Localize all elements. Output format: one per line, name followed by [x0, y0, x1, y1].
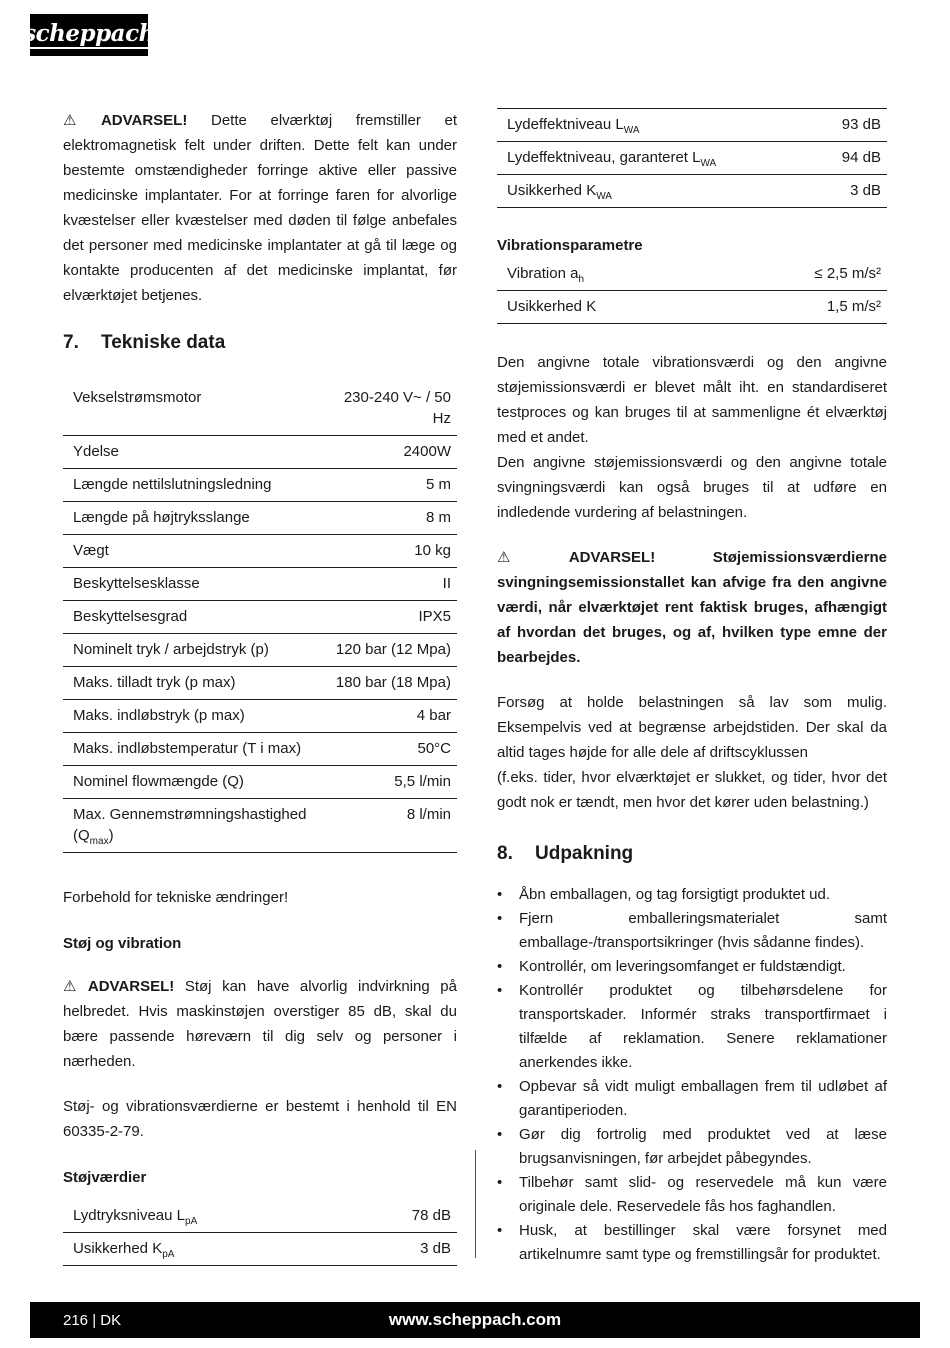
bullet-marker: •	[497, 886, 503, 903]
row-value: 120 bar (12 Mpa)	[335, 641, 451, 658]
warning-text: Støj kan have alvorlig indvirkning på helbredet. Hvis maskinstøjen overstiger 85 dB, skal du bære passende høreværn til dig selv og personer i nærheden.	[63, 978, 457, 1070]
vibration-table	[497, 258, 887, 324]
row-value: ≤ 2,5 m/s²	[814, 265, 881, 282]
list-item	[497, 907, 887, 955]
warning-text: Støjemissionsværdierne svingningsemissionstallet kan afvige fra den angivne værdi, når elværktøjet rent faktisk bruges, afhængigt af hvordan det bruges, og af, hvilken type emne der bearbejdes.	[497, 549, 887, 666]
emission-warning-paragraph	[497, 545, 887, 670]
section-number: 8.	[497, 843, 513, 864]
left-column	[63, 108, 457, 1266]
section-8-heading	[497, 841, 887, 867]
row-label: Usikkerhed $K_{pA}$	[73, 1240, 175, 1260]
list-item	[497, 979, 887, 1075]
row-value: 93 dB	[841, 116, 881, 133]
list-item-text: Gør dig fortrolig med produktet ved at læse brugsanvisningen, før arbejdet påbegyndes.	[519, 1126, 887, 1167]
warning-text: Dette elværktøj fremstiller et elektromagnetisk felt under driften. Dette felt kan under bestemte omstændigheder forringe aktive eller passive medicinske implantater. For at forringe faren for alvorlige kvæstelser eller kvæstelser med døden til følge anbefales det personer med medicinske implantater at gå til læge og kontakte producenten af det medicinske implantat, før elværktøjet betjenes.	[63, 112, 457, 304]
row-value: 5,5 l/min	[394, 773, 451, 790]
warning-lead: ADVARSEL!	[568, 549, 656, 566]
bullet-marker: •	[497, 1126, 503, 1143]
row-value: 78 dB	[411, 1207, 451, 1224]
list-item-text: Kontrollér produktet og tilbehørsdelene for transportskader. Informér straks transportfirmaet i tilfælde af reklamation. Senere reklamationer anerkendes ikke.	[519, 982, 887, 1071]
warning-icon: ⚠	[63, 978, 83, 995]
table-row	[63, 1200, 457, 1233]
footer-website: www.scheppach.com	[388, 1310, 562, 1329]
load-advice-paragraph: Forsøg at holde belastningen så lav som mulig. Eksempelvis ved at begrænse arbejdstiden. Der skal da altid tages højde for alle dele af driftscyklussen	[497, 694, 887, 761]
table-row	[63, 799, 457, 853]
list-item	[497, 955, 887, 979]
row-value: IPX5	[418, 608, 451, 625]
warning-icon: ⚠	[497, 549, 564, 566]
footer-page-label: 216 | DK	[63, 1311, 122, 1329]
warning-lead: ADVARSEL!	[100, 112, 188, 129]
noise-values-subheading: Støjværdier	[63, 1169, 147, 1186]
bullet-marker: •	[497, 982, 503, 999]
list-item	[497, 1075, 887, 1123]
unpacking-list	[497, 883, 887, 1267]
row-label: Ydelse	[73, 443, 119, 460]
table-row	[63, 766, 457, 799]
table-row	[63, 601, 457, 634]
row-value: 8 m	[425, 509, 451, 526]
row-label: Maks. indløbstryk (p max)	[73, 707, 245, 724]
tech-data-table	[63, 382, 457, 853]
row-value: 4 bar	[416, 707, 451, 724]
list-item	[497, 1219, 887, 1267]
section-title: Udpakning	[535, 843, 634, 864]
list-item	[497, 1123, 887, 1171]
vibration-info-paragraph: Den angivne totale vibrationsværdi og den angivne støjemissionsværdi er blevet målt iht. en standardiseret testproces og kan bruges til at sammenligne ét elværktøj med et andet.	[497, 354, 887, 446]
row-label: Beskyttelsesgrad	[73, 608, 188, 625]
row-label: Nominelt tryk / arbejdstryk (p)	[73, 641, 269, 658]
row-label: Max. Gennemstrømningshastighed $(Q_{max})$	[73, 806, 307, 847]
row-label: Vægt	[73, 542, 109, 559]
row-value: 180 bar (18 Mpa)	[335, 674, 451, 691]
table-row	[497, 258, 887, 291]
row-value: 1,5 m/s²	[826, 298, 881, 315]
vibration-info-paragraph-2: Den angivne støjemissionsværdi og den angivne totale svingningsværdi kan også bruges til at udføre en indledende vurdering af belastningen.	[497, 454, 887, 521]
table-row	[63, 1233, 457, 1266]
row-label: Beskyttelsesklasse	[73, 575, 200, 592]
row-label: Længde på højtryksslange	[73, 509, 250, 526]
row-value: 5 m	[425, 476, 451, 493]
bullet-marker: •	[497, 910, 503, 927]
list-item-text: Tilbehør samt slid- og reservedele må kun være originale dele. Reservedele fås hos faghandlen.	[519, 1174, 887, 1215]
sound-power-table	[497, 108, 887, 208]
table-row	[63, 568, 457, 601]
section-7-heading	[63, 330, 457, 356]
row-label: Lydeffektniveau, garanteret $L_{WA}$	[507, 149, 717, 169]
row-value: 94 dB	[841, 149, 881, 166]
table-row	[63, 436, 457, 469]
list-item	[497, 883, 887, 907]
table-row	[63, 700, 457, 733]
vibration-parameters-subheading: Vibrationsparametre	[497, 237, 643, 254]
standard-note-paragraph: Støj- og vibrationsværdierne er bestemt i henhold til EN 60335-2-79.	[63, 1098, 457, 1140]
footer-bar	[30, 1302, 920, 1338]
table-row	[497, 109, 887, 142]
list-item-text: Opbevar så vidt muligt emballagen frem til udløbet af garantiperioden.	[519, 1078, 887, 1119]
noise-vibration-subheading: Støj og vibration	[63, 935, 182, 952]
row-value: 3 dB	[850, 182, 881, 199]
row-label: Nominel flowmængde (Q)	[73, 773, 244, 790]
bullet-marker: •	[497, 1222, 503, 1239]
row-value: 8 l/min	[406, 806, 451, 823]
table-row	[63, 382, 457, 436]
table-row	[63, 469, 457, 502]
list-item	[497, 1171, 887, 1219]
noise-values-table	[63, 1200, 457, 1266]
table-row	[63, 733, 457, 766]
row-label: Maks. indløbstemperatur (T i max)	[73, 740, 302, 757]
row-value: 3 dB	[420, 1240, 451, 1257]
brand-logo	[23, 14, 155, 56]
row-label: Vibration $a_h$	[507, 265, 585, 285]
row-value: 2400W	[403, 443, 451, 460]
warning-lead: ADVARSEL!	[87, 978, 175, 995]
table-row	[63, 667, 457, 700]
row-label: Lydtryksniveau $L_{pA}$	[73, 1207, 198, 1227]
emf-warning-paragraph	[63, 108, 457, 308]
section-number: 7.	[63, 332, 79, 353]
row-value: 230-240 V~ / 50 Hz	[343, 389, 451, 427]
row-label: Vekselstrømsmotor	[73, 389, 202, 406]
row-value: 50°C	[417, 740, 451, 757]
table-row	[63, 535, 457, 568]
row-label: Usikkerhed $K_{WA}$	[507, 182, 612, 202]
bullet-marker: •	[497, 1174, 503, 1191]
right-column	[497, 108, 887, 1267]
row-label: Maks. tilladt tryk (p max)	[73, 674, 236, 691]
table-row	[63, 634, 457, 667]
table-row	[63, 502, 457, 535]
bullet-marker: •	[497, 1078, 503, 1095]
table-row	[497, 142, 887, 175]
row-label: Længde nettilslutningsledning	[73, 476, 272, 493]
column-divider	[475, 1150, 476, 1258]
bullet-marker: •	[497, 958, 503, 975]
row-value: II	[442, 575, 451, 592]
list-item-text: Kontrollér, om leveringsomfanget er fuldstændigt.	[519, 958, 846, 975]
row-value: 10 kg	[414, 542, 451, 559]
brand-logo-text: scheppach	[23, 19, 155, 47]
list-item-text: Åbn emballagen, og tag forsigtigt produktet ud.	[519, 886, 831, 903]
load-advice-paragraph-2: (f.eks. tider, hvor elværktøjet er slukket, og tider, hvor det godt nok er tændt, men hvor det kører uden belastning.)	[497, 769, 887, 811]
warning-icon: ⚠	[63, 112, 96, 129]
table-row	[497, 175, 887, 208]
table-row	[497, 291, 887, 324]
noise-warning-paragraph	[63, 974, 457, 1074]
section-title: Tekniske data	[101, 332, 226, 353]
row-label: Lydeffektniveau $L_{WA}$	[507, 116, 640, 136]
row-label: Usikkerhed K	[507, 298, 597, 315]
list-item-text: Fjern emballeringsmaterialet samt emballage-/transportsikringer (hvis sådanne findes).	[519, 910, 887, 951]
tech-disclaimer: Forbehold for tekniske ændringer!	[63, 889, 289, 906]
list-item-text: Husk, at bestillinger skal være forsynet med artikelnumre samt type og fremstillingsår for produktet.	[519, 1222, 887, 1263]
